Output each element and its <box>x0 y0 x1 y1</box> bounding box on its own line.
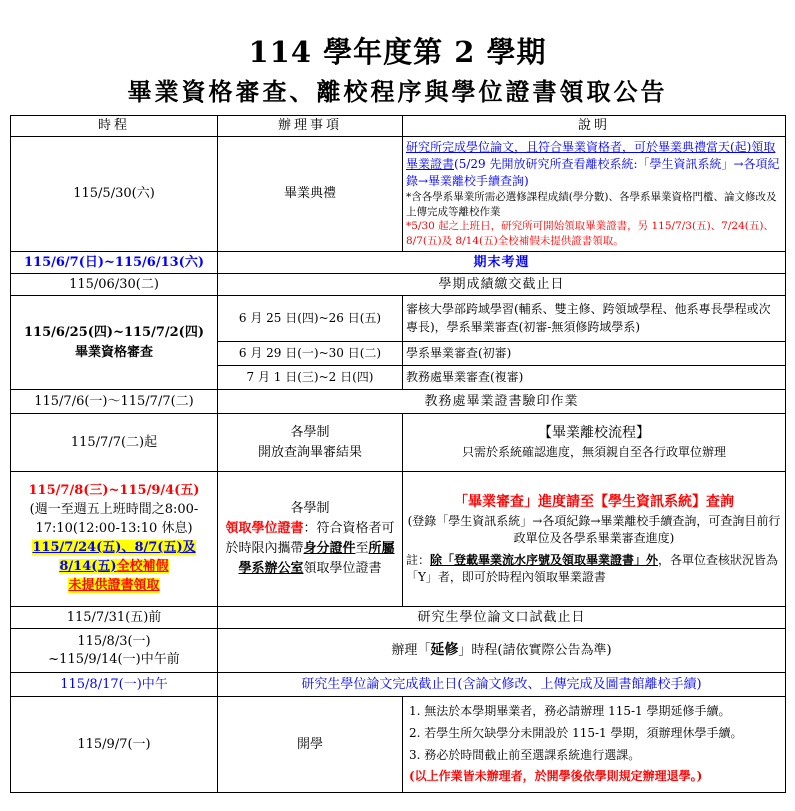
row-date: 115/9/7(一) <box>11 697 218 793</box>
row-item: 開學 <box>218 697 403 793</box>
desc-note-2: *5/30 起之上班日，研究所可開始領取畢業證書，另 115/7/3(五)、7/24(五)、8/7(五)及 8/14(五)全校補假未提供證書領取。 <box>406 220 774 247</box>
holiday-dates: 115/7/24(五)、8/7(五)及8/14(五) <box>32 540 196 574</box>
header-schedule: 時程 <box>11 116 218 137</box>
sub-when: 6 月 25 日(四)~26 日(五) <box>218 296 403 342</box>
row-item <box>218 472 403 607</box>
header-description: 說明 <box>403 116 786 137</box>
item-line-2: 開放查詢畢審結果 <box>257 444 362 460</box>
page-subtitle: 畢業資格審查、離校程序與學位證書領取公告 <box>127 77 668 106</box>
table-row <box>11 252 786 274</box>
table-row <box>11 697 786 793</box>
ext-pre: 辦理「 <box>391 643 431 658</box>
desc-flow-note: 只需於系統確認進度，無須親自至各行政單位辦理 <box>461 445 726 460</box>
collect-hours: (週一至週五上班時間之8:00-17:10(12:00-13:10 休息) <box>29 502 199 537</box>
ext-date-1: 115/8/3(一) <box>77 633 151 649</box>
sub-when: 6 月 29 日(一)~30 日(二) <box>218 342 403 366</box>
table-row <box>11 629 786 673</box>
sub-what: 教務處畢業審查(複審) <box>403 366 786 390</box>
holiday-label: 全校補假 <box>116 558 169 574</box>
item-rest: ：符合資格者可於時限內攜帶 <box>225 520 395 556</box>
note-underlined: 除「登載畢業流水序號及領取畢業證書」外 <box>430 552 659 567</box>
table-row <box>11 137 786 252</box>
row-item <box>218 414 403 472</box>
row-date <box>11 629 218 673</box>
header-task: 辦理事項 <box>218 116 403 137</box>
row-date: 115/5/30(六) <box>11 137 218 252</box>
table-row <box>11 390 786 414</box>
table-row <box>11 414 786 472</box>
row-date <box>11 472 218 607</box>
item-top: 各學制 <box>290 500 330 516</box>
table-row <box>11 472 786 607</box>
row-date <box>11 296 218 390</box>
desc-note-1: *含各學系畢業所需必選修課程成績(學分數)、各學系畢業資格門檻、論文修改及上傳完成等離校作業 <box>406 190 777 218</box>
row-description <box>218 629 786 673</box>
row-description: 研究生學位論文完成截止日(含論文修改、上傳完成及圖書館離校手續) <box>218 673 786 697</box>
collect-date: 115/7/8(三)~115/9/4(五) <box>28 483 200 499</box>
item-red: 領取學位證書 <box>225 520 304 536</box>
item-end: 領取學位證書 <box>303 561 382 577</box>
note-rest: ，各單位查核狀況皆為「Y」者，即可於時程內領取畢業證書 <box>406 552 779 584</box>
collect-holiday <box>14 539 214 577</box>
table-row <box>11 296 786 342</box>
page-title: 114 學年度第 2 學期 <box>248 35 547 69</box>
warning-note: (以上作業皆未辦理者，於開學後依學則規定辦理退學。) <box>409 769 703 784</box>
sub-what: 審核大學部跨域學習(輔系、雙主修、跨領域學程、他系專長學程或次專長)，學系畢業審查(初審-無須修跨域學系) <box>403 296 786 342</box>
table-row <box>11 607 786 629</box>
item-line-1: 各學制 <box>290 425 330 440</box>
row-description: 學期成績繳交截止日 <box>218 274 786 296</box>
row-description: 教務處畢業證書驗印作業 <box>218 390 786 414</box>
note-prefix: 註： <box>406 552 431 567</box>
ext-bold: 延修 <box>430 642 459 658</box>
row-description <box>403 472 786 607</box>
sub-what: 學系畢業審查(初審) <box>403 342 786 366</box>
item-office: 所屬學系辦公室 <box>238 541 395 577</box>
row-description: 期末考週 <box>218 252 786 274</box>
no-certificate-note: 未提供證書領取 <box>68 577 160 593</box>
desc-note <box>406 552 782 587</box>
row-description <box>403 137 786 252</box>
review-label: 畢業資格審查 <box>74 344 153 360</box>
desc-red: 「畢業審查」進度請至【學生資訊系統】查詢 <box>454 493 734 510</box>
desc-flow-title: 【畢業離校流程】 <box>538 425 650 442</box>
row-description <box>403 414 786 472</box>
schedule-table <box>10 115 786 793</box>
sub-when: 7 月 1 日(三)~2 日(四) <box>218 366 403 390</box>
table-row <box>11 274 786 296</box>
list-item: 1. 無法於本學期畢業者，務必請辦理 115-1 學期延修手續。 <box>409 704 731 719</box>
row-description <box>403 697 786 793</box>
row-date: 115/06/30(二) <box>11 274 218 296</box>
row-description: 研究生學位論文口試截止日 <box>218 607 786 629</box>
item-mid: 至 <box>355 541 369 556</box>
ext-post: 」時程(請依實際公告為準) <box>458 643 612 658</box>
review-date: 115/6/25(四)~115/7/2(四) <box>24 325 204 340</box>
desc-gray: (登錄「學生資訊系統」→各項紀錄→畢業離校手續查詢，可查詢目前行政單位及各學系畢業審查進度) <box>407 513 781 546</box>
row-item: 畢業典禮 <box>218 137 403 252</box>
table-row <box>11 673 786 697</box>
row-date: 115/7/6(一)～115/7/7(二) <box>11 390 218 414</box>
item-id: 身分證件 <box>303 541 356 556</box>
row-date: 115/7/7(二)起 <box>11 414 218 472</box>
list-item: 3. 務必於時間截止前至選課系統進行選課。 <box>409 747 641 762</box>
row-date: 115/7/31(五)前 <box>11 607 218 629</box>
desc-blue-a: 研究所完成學位論文，且符合畢業資格者，可於畢業典禮當天(起)領取畢業證書 <box>406 140 776 172</box>
list-item: 2. 若學生所欠缺學分未開設於 115-1 學期，須辦理休學手續。 <box>409 725 743 740</box>
row-date: 115/6/7(日)~115/6/13(六) <box>11 252 218 274</box>
row-date: 115/8/17(一)中午 <box>11 673 218 697</box>
table-header-row <box>11 116 786 137</box>
desc-blue-b: (5/29 先開放研究所查看離校系統:「學生資訊系統」→各項紀錄→畢業離校手續查詢) <box>406 157 780 189</box>
ext-date-2: ~115/9/14(一)中午前 <box>48 651 180 667</box>
